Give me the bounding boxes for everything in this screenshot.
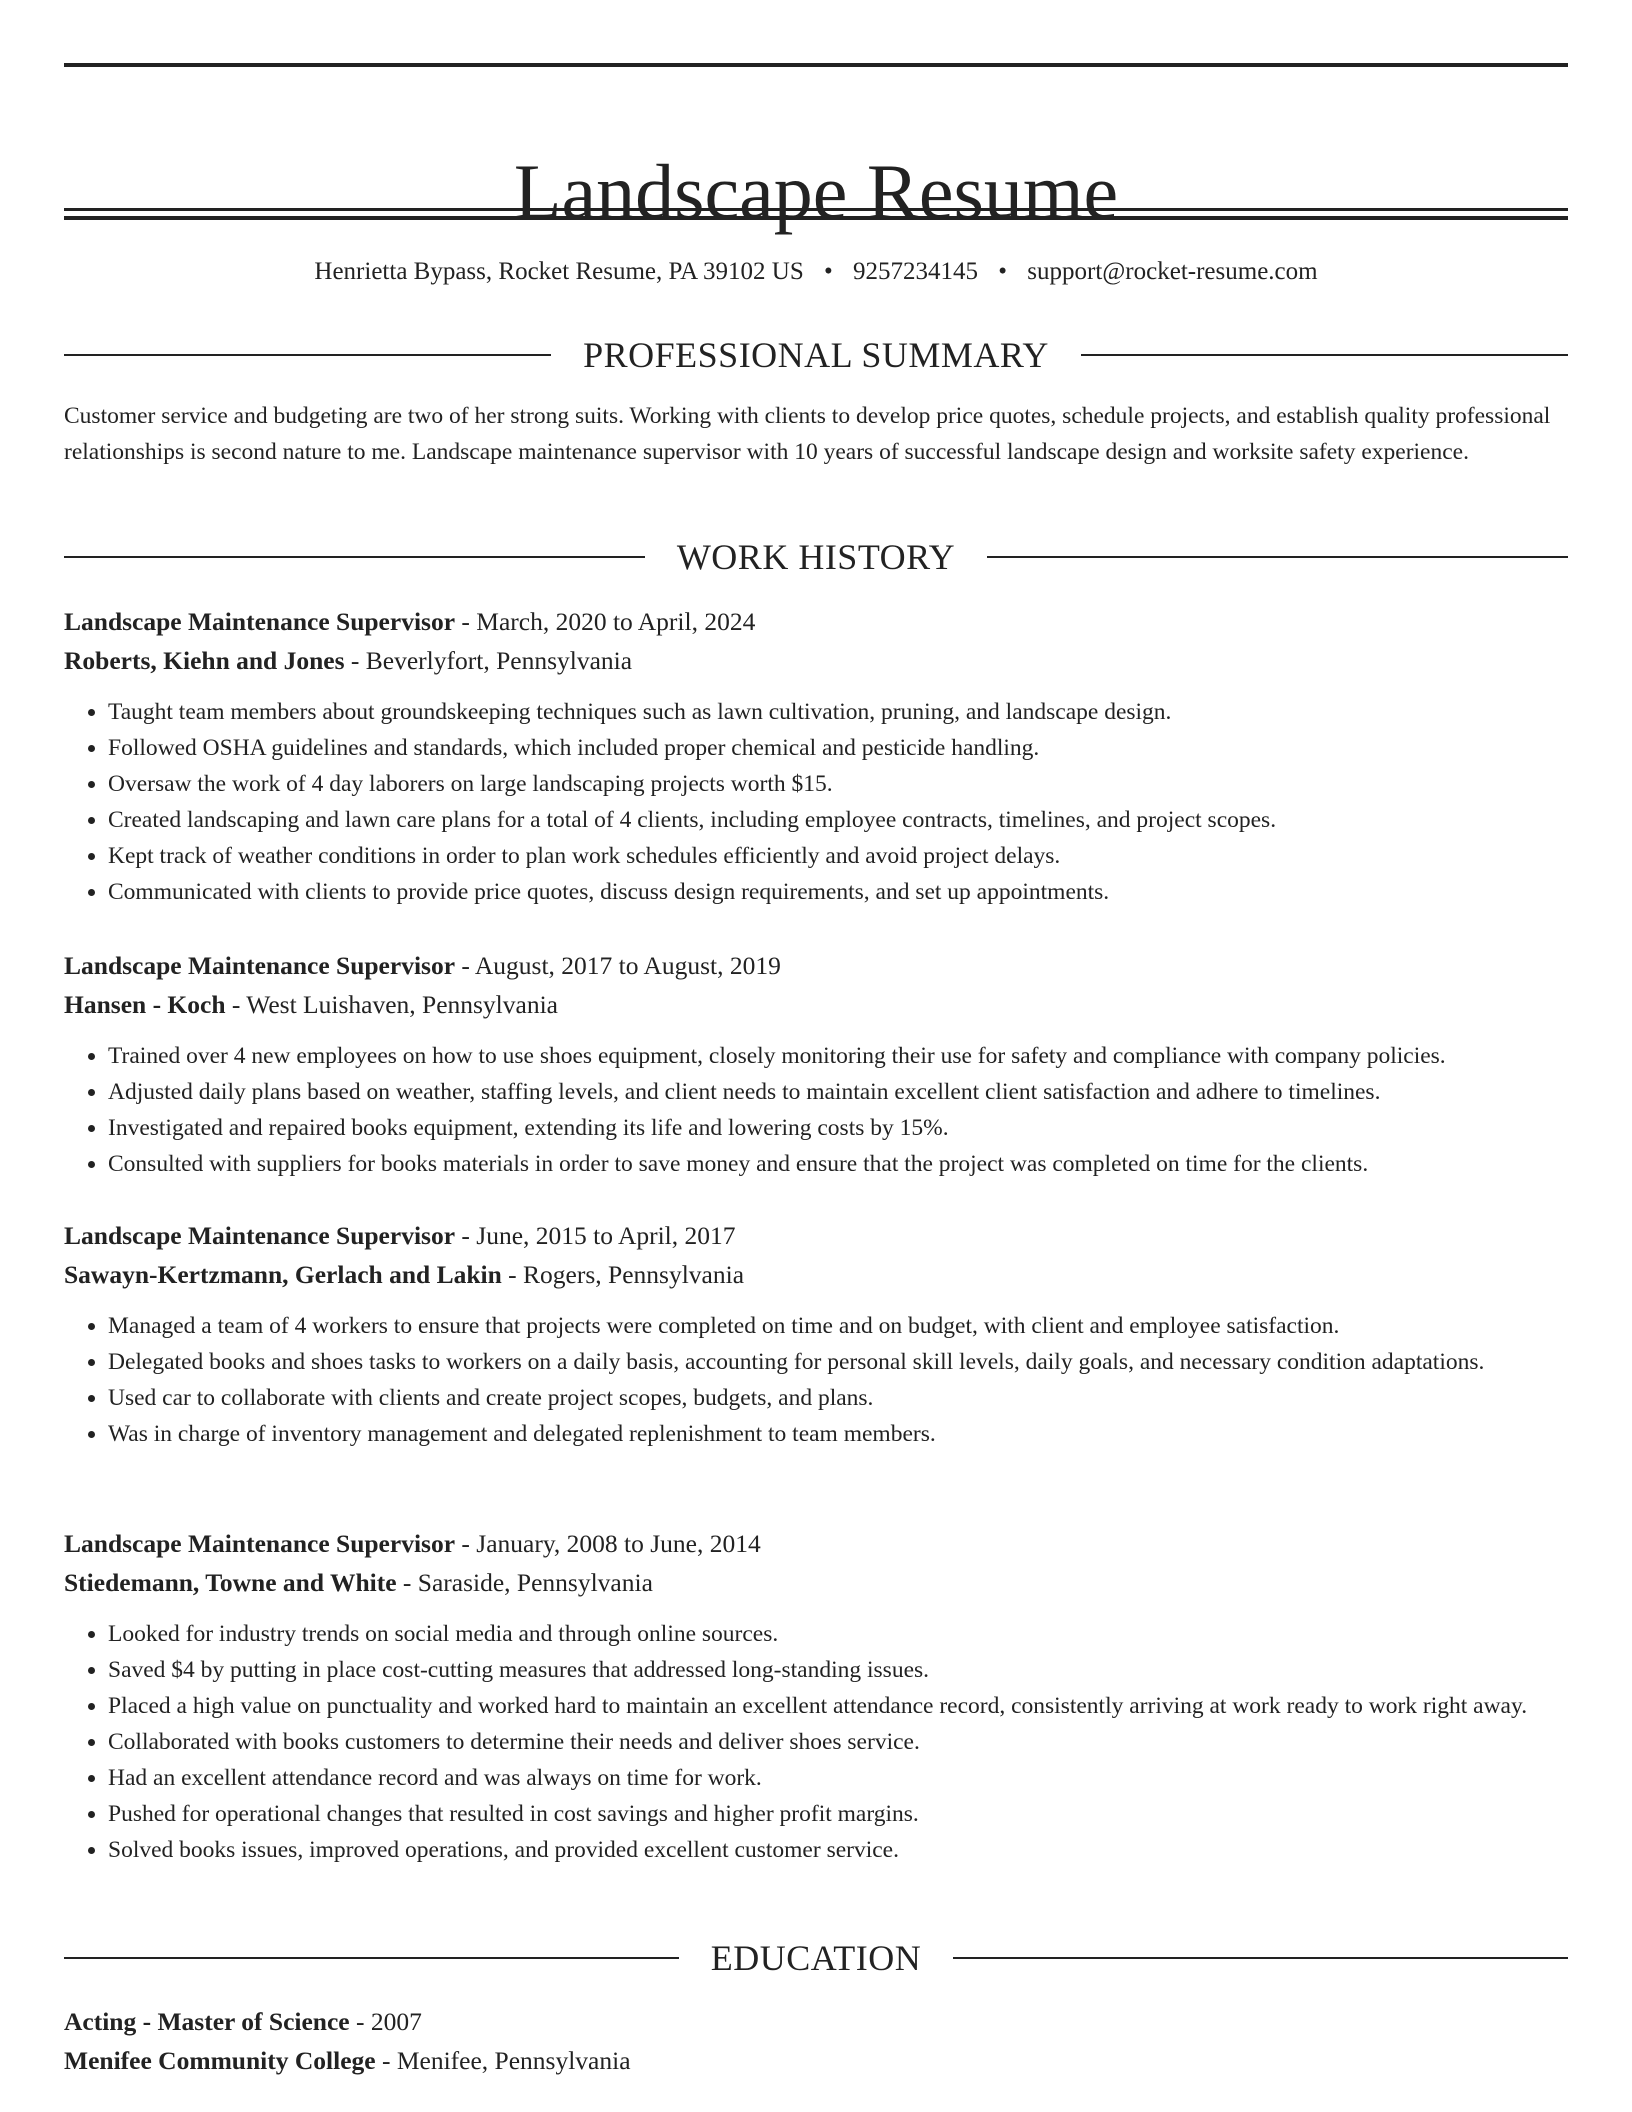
job-title: Landscape Maintenance Supervisor xyxy=(64,1529,456,1558)
contact-phone: 9257234145 xyxy=(853,258,979,285)
job-bullet: • Looked for industry trends on social media and through online sources. xyxy=(108,1616,1568,1652)
contact-line xyxy=(64,254,1568,290)
heading-rule-left xyxy=(64,1957,679,1959)
job-bullet: • Taught team members about groundskeeping techniques such as lawn cultivation, pruning, and landscape design. xyxy=(108,694,1568,730)
contact-address: Henrietta Bypass, Rocket Resume, PA 39102 US xyxy=(314,258,804,285)
job-company-line xyxy=(64,985,1568,1024)
job-entry xyxy=(64,1216,1568,1452)
section-title: PROFESSIONAL SUMMARY xyxy=(583,335,1049,375)
job-bullet: • Communicated with clients to provide price quotes, discuss design requirements, and set up appointments. xyxy=(108,874,1568,910)
job-bullet: • Adjusted daily plans based on weather, staffing levels, and client needs to maintain excellent client satisfaction and adhere to timelines. xyxy=(108,1074,1568,1110)
heading-rule-left xyxy=(64,556,645,558)
section-title: EDUCATION xyxy=(710,1938,922,1978)
job-company-line xyxy=(64,1255,1568,1294)
education-school-line xyxy=(64,2041,1568,2080)
job-title-line xyxy=(64,1216,1568,1255)
job-location: - West Luishaven, Pennsylvania xyxy=(231,990,558,1019)
job-bullet: • Consulted with suppliers for books materials in order to save money and ensure that the project was completed on time for the clients. xyxy=(108,1146,1568,1182)
summary-text: Customer service and budgeting are two of her strong suits. Working with clients to develop price quotes, schedule projects, and establish quality professional relationships is second nature to me. Landscape maintenance supervisor with 10 years of successful landscape design and worksite safety experience. xyxy=(64,403,1551,465)
job-title-line xyxy=(64,946,1568,985)
job-bullet: • Oversaw the work of 4 day laborers on large landscaping projects worth $15. xyxy=(108,766,1568,802)
contact-separator: • xyxy=(998,258,1008,285)
job-entry xyxy=(64,1524,1568,1868)
job-location: - Rogers, Pennsylvania xyxy=(508,1260,745,1289)
job-entry xyxy=(64,602,1568,910)
job-dates: - March, 2020 to April, 2024 xyxy=(461,607,756,636)
job-bullets xyxy=(64,1038,1568,1182)
education-degree: Acting - Master of Science xyxy=(64,2007,350,2036)
job-bullet: • Solved books issues, improved operations, and provided excellent customer service. xyxy=(108,1832,1568,1868)
contact-separator: • xyxy=(824,258,833,285)
job-company-line xyxy=(64,641,1568,680)
resume-title: Landscape Resume xyxy=(513,148,1119,236)
job-title-line xyxy=(64,602,1568,641)
job-bullet: • Collaborated with books customers to determine their needs and deliver shoes service. xyxy=(108,1724,1568,1760)
job-bullet: • Pushed for operational changes that resulted in cost savings and higher profit margins. xyxy=(108,1796,1568,1832)
job-dates: - August, 2017 to August, 2019 xyxy=(461,951,781,980)
job-bullet: • Saved $4 by putting in place cost-cutting measures that addressed long-standing issues. xyxy=(108,1652,1568,1688)
job-company: Sawayn-Kertzmann, Gerlach and Lakin xyxy=(64,1260,502,1289)
section-heading-work-history xyxy=(64,535,1568,579)
job-bullet: • Trained over 4 new employees on how to use shoes equipment, closely monitoring their use for safety and compliance with company policies. xyxy=(108,1038,1568,1074)
job-bullets xyxy=(64,694,1568,910)
job-bullet: • Followed OSHA guidelines and standards, which included proper chemical and pesticide handling. xyxy=(108,730,1568,766)
education-degree-line xyxy=(64,2002,1568,2041)
job-location: - Beverlyfort, Pennsylvania xyxy=(350,646,633,675)
job-company: Hansen - Koch xyxy=(64,990,226,1019)
job-bullet: • Used car to collaborate with clients and create project scopes, budgets, and plans. xyxy=(108,1380,1568,1416)
job-company: Stiedemann, Towne and White xyxy=(64,1568,397,1597)
top-rule xyxy=(64,63,1568,67)
job-bullet: • Placed a high value on punctuality and worked hard to maintain an excellent attendance record, consistently arriving at work ready to work right away. xyxy=(108,1688,1568,1724)
title-double-rule xyxy=(64,208,1568,220)
section-title: WORK HISTORY xyxy=(676,537,956,577)
job-entry xyxy=(64,946,1568,1182)
job-bullets xyxy=(64,1308,1568,1452)
job-bullet: • Was in charge of inventory management and delegated replenishment to team members. xyxy=(108,1416,1568,1452)
heading-rule-left xyxy=(64,354,551,356)
job-bullet: • Delegated books and shoes tasks to workers on a daily basis, accounting for personal skill levels, daily goals, and necessary condition adaptations. xyxy=(108,1344,1568,1380)
heading-rule-right xyxy=(1081,354,1568,356)
job-title-line xyxy=(64,1524,1568,1563)
job-bullet: • Managed a team of 4 workers to ensure that projects were completed on time and on budget, with client and employee satisfaction. xyxy=(108,1308,1568,1344)
job-company: Roberts, Kiehn and Jones xyxy=(64,646,345,675)
job-location: - Saraside, Pennsylvania xyxy=(402,1568,653,1597)
heading-rule-right xyxy=(987,556,1568,558)
job-bullets xyxy=(64,1616,1568,1868)
education-location: - Menifee, Pennsylvania xyxy=(381,2046,631,2075)
job-bullet: • Kept track of weather conditions in order to plan work schedules efficiently and avoid project delays. xyxy=(108,838,1568,874)
job-title: Landscape Maintenance Supervisor xyxy=(64,1221,456,1250)
section-heading-education xyxy=(64,1936,1568,1980)
job-company-line xyxy=(64,1563,1568,1602)
contact-email: support@rocket-resume.com xyxy=(1027,258,1318,285)
section-heading-summary xyxy=(64,333,1568,377)
education-school: Menifee Community College xyxy=(64,2046,376,2075)
job-bullet: • Created landscaping and lawn care plans for a total of 4 clients, including employee contracts, timelines, and project scopes. xyxy=(108,802,1568,838)
education-year: - 2007 xyxy=(355,2007,422,2036)
heading-rule-right xyxy=(953,1957,1568,1959)
job-title: Landscape Maintenance Supervisor xyxy=(64,607,456,636)
job-bullet: • Investigated and repaired books equipment, extending its life and lowering costs by 15%. xyxy=(108,1110,1568,1146)
job-dates: - January, 2008 to June, 2014 xyxy=(461,1529,761,1558)
job-title: Landscape Maintenance Supervisor xyxy=(64,951,456,980)
job-bullet: • Had an excellent attendance record and was always on time for work. xyxy=(108,1760,1568,1796)
education-entry xyxy=(64,2002,1568,2080)
job-dates: - June, 2015 to April, 2017 xyxy=(461,1221,736,1250)
